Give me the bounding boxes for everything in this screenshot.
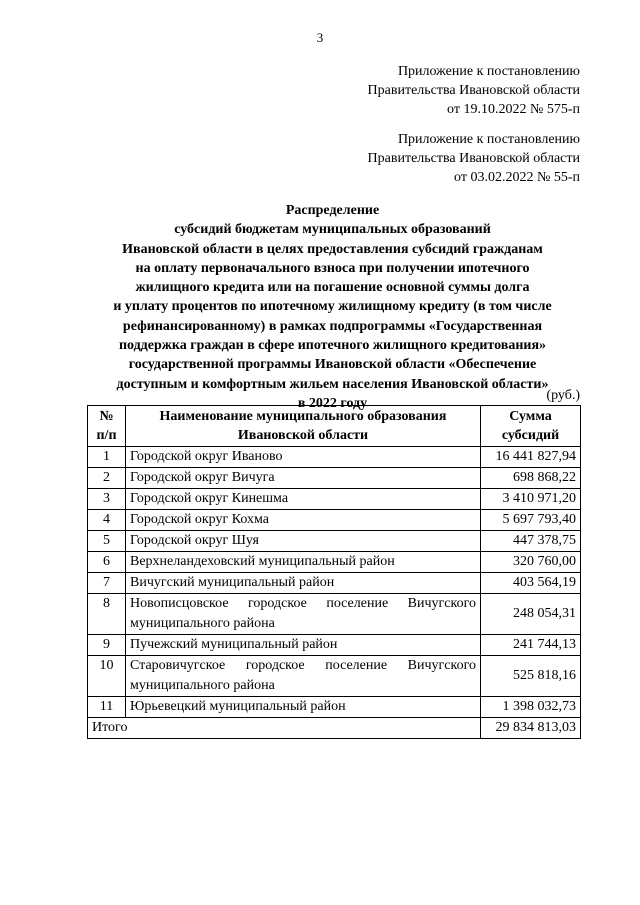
row-number: 4 — [88, 510, 126, 531]
header-municipality-line1: Наименование муниципального образования — [159, 409, 447, 424]
row-sum: 3 410 971,20 — [481, 489, 581, 510]
row-municipality: Городской округ Шуя — [126, 531, 481, 552]
row-number: 5 — [88, 531, 126, 552]
row-municipality: Верхнеландеховский муниципальный район — [126, 552, 481, 573]
row-number: 9 — [88, 635, 126, 656]
page-number: 3 — [316, 30, 324, 45]
table-row — [88, 510, 581, 531]
annex-original-line2: Правительства Ивановской области — [367, 151, 580, 166]
row-number: 11 — [88, 697, 126, 718]
row-number: 10 — [88, 656, 126, 697]
row-number: 3 — [88, 489, 126, 510]
row-sum: 447 378,75 — [481, 531, 581, 552]
annex-original-line1: Приложение к постановлению — [397, 132, 580, 147]
row-sum: 5 697 793,40 — [481, 510, 581, 531]
row-number: 7 — [88, 573, 126, 594]
row-number: 2 — [88, 468, 126, 489]
row-municipality: Старовичугское городское поселение Вичугского муниципального района — [126, 656, 481, 697]
table-row — [88, 697, 581, 718]
row-municipality: Вичугский муниципальный район — [126, 573, 481, 594]
currency-unit: (руб.) — [546, 388, 580, 403]
row-sum: 403 564,19 — [481, 573, 581, 594]
title-line: Ивановской области в целях предоставления субсидий гражданам — [122, 241, 543, 257]
title-line: доступным и комфортным жильем населения Ивановской области» — [116, 376, 549, 392]
annex-current-line3: от 19.10.2022 № 575-п — [447, 102, 580, 117]
annex-current-line1: Приложение к постановлению — [397, 64, 580, 79]
row-sum: 1 398 032,73 — [481, 697, 581, 718]
row-sum: 16 441 827,94 — [481, 447, 581, 468]
row-municipality: Новописцовское городское поселение Вичугского муниципального района — [126, 594, 481, 635]
table-row — [88, 468, 581, 489]
title-line: рефинансированному) в рамках подпрограммы «Государственная — [122, 318, 543, 334]
table-row — [88, 594, 581, 635]
title-line: и уплату процентов по ипотечному жилищному кредиту (в том числе — [113, 299, 552, 315]
table-row — [88, 552, 581, 573]
title-line: на оплату первоначального взноса при получении ипотечного — [135, 260, 530, 276]
row-municipality: Городской округ Кохма — [126, 510, 481, 531]
table-row — [88, 489, 581, 510]
row-sum: 248 054,31 — [481, 594, 581, 635]
total-row — [88, 718, 581, 739]
row-municipality: Городской округ Кинешма — [126, 489, 481, 510]
table-row — [88, 635, 581, 656]
header-municipality-line2: Ивановской области — [237, 428, 369, 443]
header-number — [88, 406, 126, 447]
title-line: в 2022 году — [297, 395, 368, 411]
row-municipality: Пучежский муниципальный район — [126, 635, 481, 656]
table-row — [88, 447, 581, 468]
header-sum-line2: субсидий — [501, 428, 560, 443]
annex-current-header — [368, 62, 580, 119]
header-municipality — [126, 406, 481, 447]
title-line: государственной программы Ивановской области «Обеспечение — [128, 357, 537, 373]
row-sum: 698 868,22 — [481, 468, 581, 489]
row-municipality: Городской округ Иваново — [126, 447, 481, 468]
table-row — [88, 573, 581, 594]
title-line: поддержка граждан в сфере ипотечного жилищного кредитования» — [118, 338, 547, 354]
subsidies-table — [87, 405, 581, 739]
title-line: субсидий бюджетам муниципальных образований — [174, 222, 491, 238]
header-number-line1: № — [99, 409, 114, 424]
row-municipality: Городской округ Вичуга — [126, 468, 481, 489]
document-title — [80, 201, 585, 413]
title-line: Распределение — [285, 203, 380, 218]
header-sum — [481, 406, 581, 447]
row-municipality: Юрьевецкий муниципальный район — [126, 697, 481, 718]
title-line: жилищного кредита или на погашение основной суммы долга — [135, 280, 530, 296]
row-number: 8 — [88, 594, 126, 635]
annex-current-line2: Правительства Ивановской области — [367, 83, 580, 98]
row-number: 6 — [88, 552, 126, 573]
table-row — [88, 531, 581, 552]
annex-original-header — [368, 130, 580, 187]
table-row — [88, 656, 581, 697]
row-sum: 241 744,13 — [481, 635, 581, 656]
row-number: 1 — [88, 447, 126, 468]
total-label: Итого — [88, 718, 481, 739]
total-sum: 29 834 813,03 — [481, 718, 581, 739]
header-number-line2: п/п — [96, 428, 117, 443]
table-header-row — [88, 406, 581, 447]
header-sum-line1: Сумма — [509, 409, 552, 424]
annex-original-line3: от 03.02.2022 № 55-п — [454, 170, 580, 185]
row-sum: 320 760,00 — [481, 552, 581, 573]
row-sum: 525 818,16 — [481, 656, 581, 697]
